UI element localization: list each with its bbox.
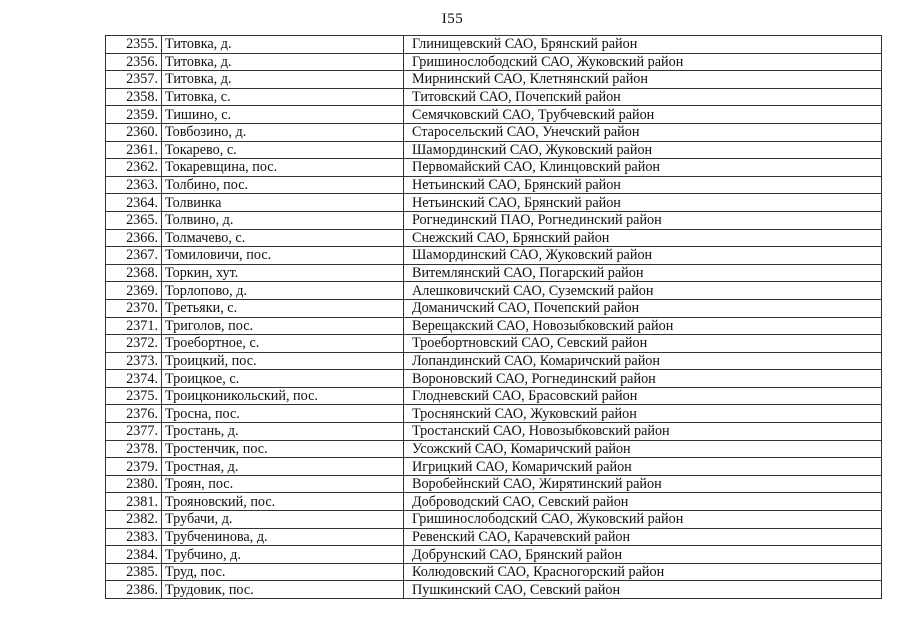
- row-number: 2374.: [106, 370, 162, 388]
- settlement-name: Троицкий, пос.: [162, 352, 404, 370]
- settlement-name: Титовка, д.: [162, 53, 404, 71]
- table-row: [106, 546, 882, 564]
- settlement-name: Трубченинова, д.: [162, 528, 404, 546]
- row-number: 2383.: [106, 528, 162, 546]
- administrative-unit: Добрунский САО, Брянский район: [404, 546, 882, 564]
- settlement-name: Толмачево, с.: [162, 229, 404, 247]
- row-number: 2366.: [106, 229, 162, 247]
- row-number: 2376.: [106, 405, 162, 423]
- table-row: [106, 264, 882, 282]
- administrative-unit: Глодневский САО, Брасовский район: [404, 387, 882, 405]
- table-row: [106, 581, 882, 599]
- settlements-table: [105, 35, 882, 599]
- settlement-name: Титовка, д.: [162, 71, 404, 89]
- administrative-unit: Семячковский САО, Трубчевский район: [404, 106, 882, 124]
- row-number: 2371.: [106, 317, 162, 335]
- settlement-name: Торлопово, д.: [162, 282, 404, 300]
- row-number: 2358.: [106, 88, 162, 106]
- page-number: I55: [441, 11, 464, 27]
- row-number: 2368.: [106, 264, 162, 282]
- table-row: [106, 36, 882, 54]
- administrative-unit: Троебортновский САО, Севский район: [404, 335, 882, 353]
- table-row: [106, 528, 882, 546]
- table-row: [106, 317, 882, 335]
- settlement-name: Тростенчик, пос.: [162, 440, 404, 458]
- administrative-unit: Старосельский САО, Унечский район: [404, 123, 882, 141]
- settlement-name: Токарево, с.: [162, 141, 404, 159]
- settlement-name: Триголов, пос.: [162, 317, 404, 335]
- row-number: 2372.: [106, 335, 162, 353]
- row-number: 2355.: [106, 36, 162, 54]
- administrative-unit: Колюдовский САО, Красногорский район: [404, 563, 882, 581]
- settlement-name: Титовка, с.: [162, 88, 404, 106]
- row-number: 2385.: [106, 563, 162, 581]
- table-row: [106, 387, 882, 405]
- table-row: [106, 247, 882, 265]
- table-row: [106, 563, 882, 581]
- administrative-unit: Снежский САО, Брянский район: [404, 229, 882, 247]
- settlement-name: Томиловичи, пос.: [162, 247, 404, 265]
- table-row: [106, 458, 882, 476]
- table-row: [106, 335, 882, 353]
- settlement-name: Токаревщина, пос.: [162, 159, 404, 177]
- settlement-name: Толбино, пос.: [162, 176, 404, 194]
- row-number: 2360.: [106, 123, 162, 141]
- settlement-name: Толвинка: [162, 194, 404, 212]
- settlement-name: Трудовик, пос.: [162, 581, 404, 599]
- row-number: 2356.: [106, 53, 162, 71]
- table-row: [106, 405, 882, 423]
- administrative-unit: Верещакский САО, Новозыбковский район: [404, 317, 882, 335]
- administrative-unit: Глинищевский САО, Брянский район: [404, 36, 882, 54]
- administrative-unit: Воробейнский САО, Жирятинский район: [404, 475, 882, 493]
- table-row: [106, 71, 882, 89]
- row-number: 2369.: [106, 282, 162, 300]
- row-number: 2364.: [106, 194, 162, 212]
- table-row: [106, 88, 882, 106]
- settlement-name: Тишино, с.: [162, 106, 404, 124]
- administrative-unit: Лопандинский САО, Комаричский район: [404, 352, 882, 370]
- table-body: [106, 36, 882, 599]
- table-row: [106, 229, 882, 247]
- row-number: 2377.: [106, 423, 162, 441]
- administrative-unit: Вороновский САО, Рогнединский район: [404, 370, 882, 388]
- administrative-unit: Алешковичский САО, Суземский район: [404, 282, 882, 300]
- settlement-name: Труд, пос.: [162, 563, 404, 581]
- row-number: 2363.: [106, 176, 162, 194]
- administrative-unit: Первомайский САО, Клинцовский район: [404, 159, 882, 177]
- settlement-name: Тросна, пос.: [162, 405, 404, 423]
- row-number: 2373.: [106, 352, 162, 370]
- administrative-unit: Игрицкий САО, Комаричский район: [404, 458, 882, 476]
- administrative-unit: Ревенский САО, Карачевский район: [404, 528, 882, 546]
- row-number: 2386.: [106, 581, 162, 599]
- table-row: [106, 282, 882, 300]
- row-number: 2367.: [106, 247, 162, 265]
- settlement-name: Троебортное, с.: [162, 335, 404, 353]
- table-row: [106, 475, 882, 493]
- administrative-unit: Усожский САО, Комаричский район: [404, 440, 882, 458]
- settlement-name: Тростань, д.: [162, 423, 404, 441]
- settlement-name: Трояновский, пос.: [162, 493, 404, 511]
- settlement-name: Третьяки, с.: [162, 299, 404, 317]
- settlement-name: Товбозино, д.: [162, 123, 404, 141]
- administrative-unit: Доброводский САО, Севский район: [404, 493, 882, 511]
- row-number: 2378.: [106, 440, 162, 458]
- administrative-unit: Гришинослободский САО, Жуковский район: [404, 511, 882, 529]
- administrative-unit: Гришинослободский САО, Жуковский район: [404, 53, 882, 71]
- row-number: 2361.: [106, 141, 162, 159]
- settlement-name: Тростная, д.: [162, 458, 404, 476]
- table-row: [106, 141, 882, 159]
- row-number: 2370.: [106, 299, 162, 317]
- row-number: 2359.: [106, 106, 162, 124]
- administrative-unit: Доманичский САО, Почепский район: [404, 299, 882, 317]
- administrative-unit: Рогнединский ПАО, Рогнединский район: [404, 211, 882, 229]
- table-row: [106, 370, 882, 388]
- settlement-name: Трубчино, д.: [162, 546, 404, 564]
- settlement-name: Титовка, д.: [162, 36, 404, 54]
- administrative-unit: Шамординский САО, Жуковский район: [404, 141, 882, 159]
- table-row: [106, 194, 882, 212]
- administrative-unit: Шамординский САО, Жуковский район: [404, 247, 882, 265]
- settlement-name: Троян, пос.: [162, 475, 404, 493]
- table-row: [106, 211, 882, 229]
- table-row: [106, 299, 882, 317]
- settlement-name: Трубачи, д.: [162, 511, 404, 529]
- administrative-unit: Пушкинский САО, Севский район: [404, 581, 882, 599]
- settlement-name: Толвино, д.: [162, 211, 404, 229]
- row-number: 2375.: [106, 387, 162, 405]
- row-number: 2382.: [106, 511, 162, 529]
- settlement-name: Троицкое, с.: [162, 370, 404, 388]
- table-row: [106, 106, 882, 124]
- administrative-unit: Троснянский САО, Жуковский район: [404, 405, 882, 423]
- row-number: 2384.: [106, 546, 162, 564]
- table-row: [106, 352, 882, 370]
- administrative-unit: Тростанский САО, Новозыбковский район: [404, 423, 882, 441]
- row-number: 2362.: [106, 159, 162, 177]
- row-number: 2380.: [106, 475, 162, 493]
- table-row: [106, 176, 882, 194]
- table-row: [106, 493, 882, 511]
- row-number: 2357.: [106, 71, 162, 89]
- administrative-unit: Нетьинский САО, Брянский район: [404, 176, 882, 194]
- administrative-unit: Мирнинский САО, Клетнянский район: [404, 71, 882, 89]
- table-row: [106, 511, 882, 529]
- table-row: [106, 123, 882, 141]
- table-row: [106, 159, 882, 177]
- administrative-unit: Титовский САО, Почепский район: [404, 88, 882, 106]
- administrative-unit: Нетьинский САО, Брянский район: [404, 194, 882, 212]
- settlement-name: Торкин, хут.: [162, 264, 404, 282]
- row-number: 2379.: [106, 458, 162, 476]
- row-number: 2365.: [106, 211, 162, 229]
- table-row: [106, 53, 882, 71]
- settlement-name: Троицконикольский, пос.: [162, 387, 404, 405]
- table-row: [106, 423, 882, 441]
- administrative-unit: Витемлянский САО, Погарский район: [404, 264, 882, 282]
- table-row: [106, 440, 882, 458]
- row-number: 2381.: [106, 493, 162, 511]
